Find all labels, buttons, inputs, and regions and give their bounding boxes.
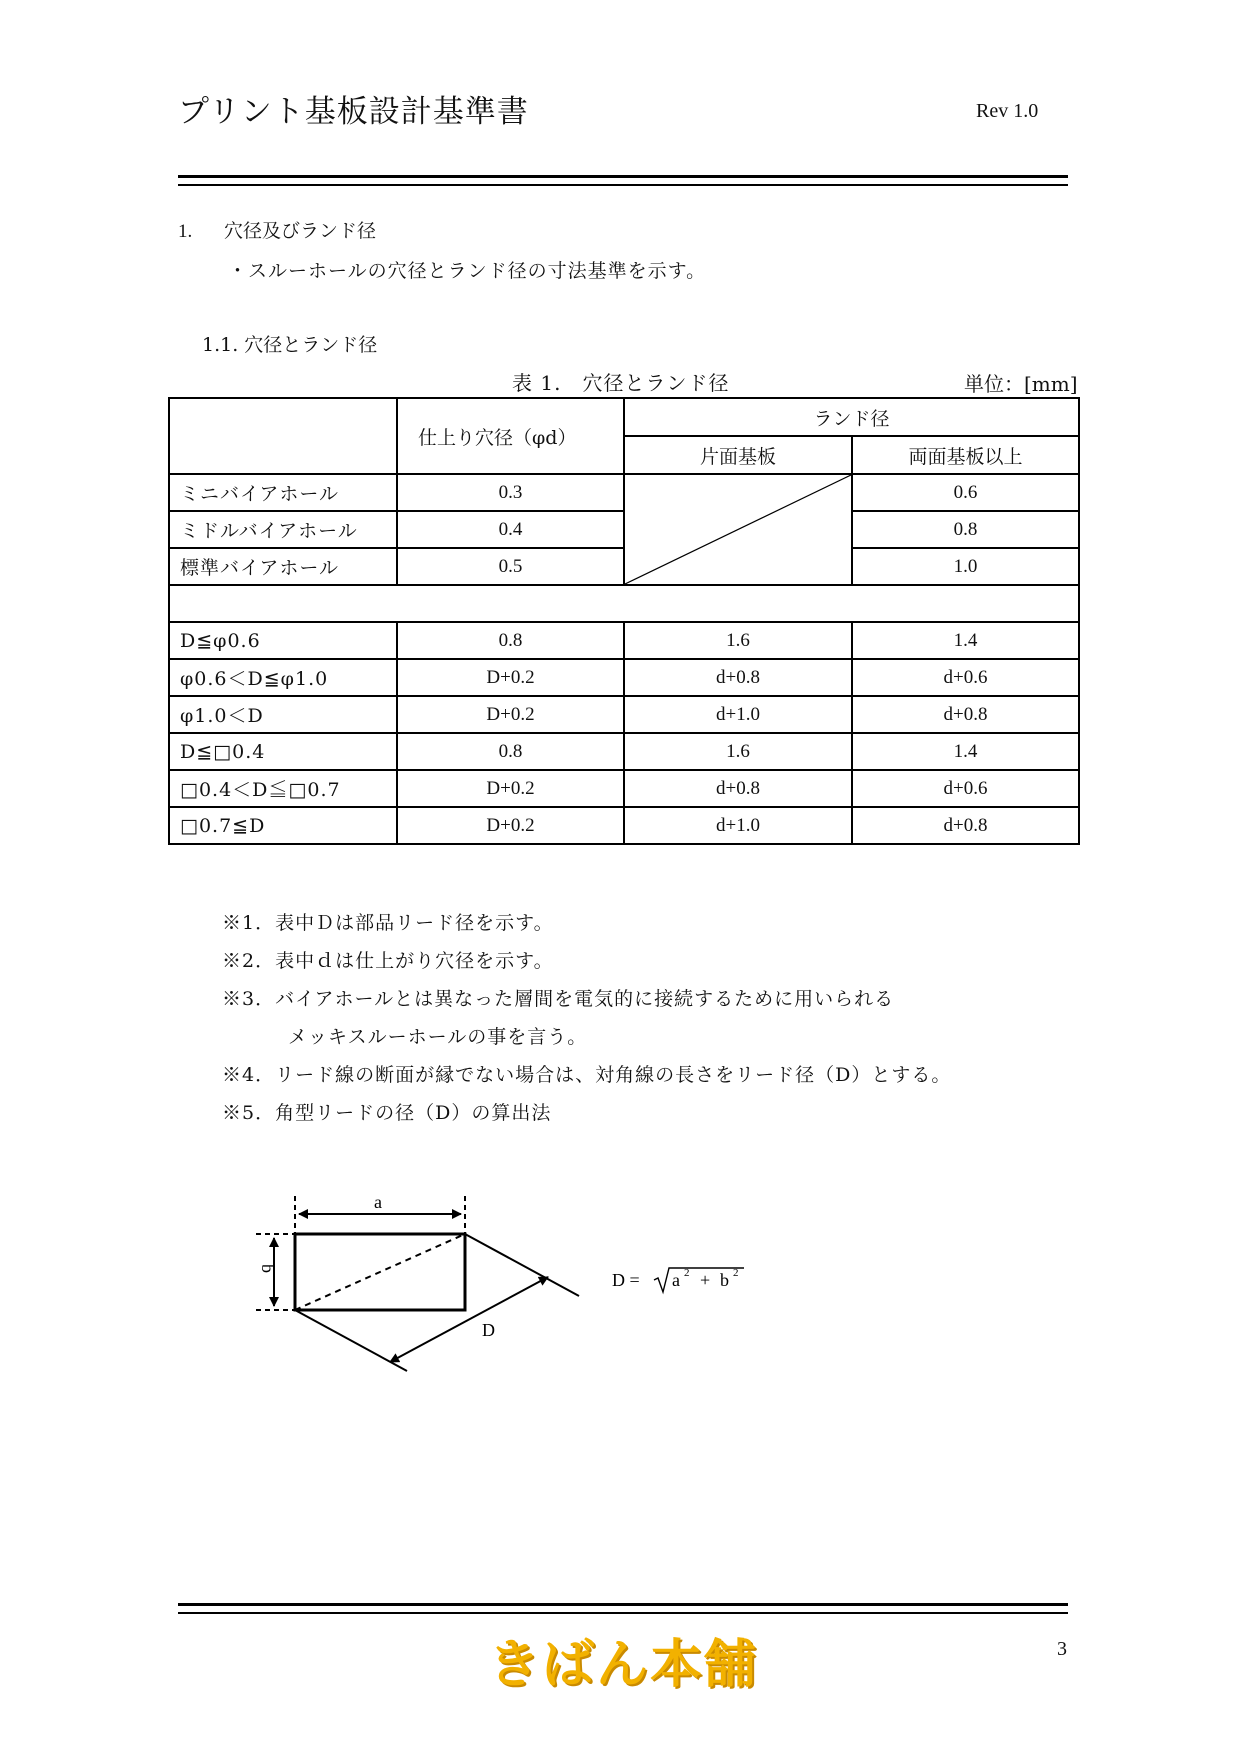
section1-heading (178, 216, 376, 243)
cell-hole: D+0.2 (397, 696, 624, 733)
row-label: ミドルバイアホール (169, 511, 397, 548)
formula-lhs: D = (612, 1270, 640, 1290)
header-single-sided: 片面基板 (624, 436, 852, 474)
cell-hole: 0.8 (397, 622, 624, 659)
note-3: ※3．バイアホールとは異なった層間を電気的に接続するために用いられる (222, 988, 895, 1010)
dimension-d-arrow (390, 1277, 548, 1362)
table-row (169, 770, 1079, 807)
footer-rule-top (178, 1603, 1068, 1606)
cell-double: 0.6 (852, 474, 1079, 511)
row-label: □0.4＜D≦□0.7 (169, 770, 397, 807)
table-spacer-row (169, 585, 1079, 622)
diagonal-slash (625, 475, 851, 584)
cell-single: 1.6 (624, 622, 852, 659)
header-double-sided: 両面基板以上 (852, 436, 1079, 474)
sqrt-sign (654, 1268, 744, 1292)
row-label: □0.7≦D (169, 807, 397, 844)
table-row (169, 733, 1079, 770)
header-rule-bottom (178, 184, 1068, 186)
diagonal-dashed-line (295, 1234, 465, 1310)
header-land: ランド径 (624, 398, 1079, 436)
formula-a-exponent: 2 (684, 1267, 690, 1279)
cell-single: d+1.0 (624, 696, 852, 733)
header-finished-hole: 仕上り穴径（φd） (397, 398, 624, 474)
formula-b-exponent: 2 (733, 1267, 739, 1279)
row-label: φ1.0＜D (169, 696, 397, 733)
cell-hole: 0.4 (397, 511, 624, 548)
table-row (169, 622, 1079, 659)
table-header-row (169, 398, 1079, 436)
cell-single: d+0.8 (624, 770, 852, 807)
table-row (169, 807, 1079, 844)
row-label: D≦□0.4 (169, 733, 397, 770)
note-4: ※4．リード線の断面が縁でない場合は、対角線の長さをリード径（D）とする。 (222, 1064, 952, 1086)
cell-single: d+0.8 (624, 659, 852, 696)
cell-hole: 0.8 (397, 733, 624, 770)
company-logo: きばん本舗 (488, 1635, 759, 1695)
section1-description: ・スルーホールの穴径とランド径の寸法基準を示す。 (228, 260, 707, 282)
revision-label: Rev 1.0 (976, 100, 1039, 122)
formula-a: a (672, 1270, 680, 1290)
not-applicable-cell (624, 474, 852, 585)
table-row (169, 474, 1079, 511)
note-5: ※5．角型リードの径（D）の算出法 (222, 1102, 552, 1124)
cell-hole: 0.5 (397, 548, 624, 585)
cell-double: d+0.8 (852, 696, 1079, 733)
formula-plus: + (700, 1270, 711, 1290)
label-d: D (482, 1320, 495, 1340)
note-3-continued: メッキスルーホールの事を言う。 (288, 1026, 588, 1048)
note-1: ※1．表中Ｄは部品リード径を示す。 (222, 912, 554, 934)
square-lead-diagram (250, 1186, 590, 1396)
cell-double: d+0.8 (852, 807, 1079, 844)
row-label: D≦φ0.6 (169, 622, 397, 659)
document-title: プリント基板設計基準書 (178, 94, 529, 130)
cell-double: d+0.6 (852, 659, 1079, 696)
cell-double: 1.4 (852, 733, 1079, 770)
section1-number: 1. (178, 221, 193, 242)
row-label: 標準バイアホール (169, 548, 397, 585)
cell-single: 1.6 (624, 733, 852, 770)
cell-double: 1.0 (852, 548, 1079, 585)
spacer-cell (169, 585, 1079, 622)
cell-hole: 0.3 (397, 474, 624, 511)
cell-hole: D+0.2 (397, 770, 624, 807)
label-a: a (374, 1192, 382, 1212)
cell-single: d+1.0 (624, 807, 852, 844)
footer-rule-bottom (178, 1612, 1068, 1614)
section1-title: 穴径及びランド径 (224, 220, 377, 242)
table-row (169, 659, 1079, 696)
row-label: φ0.6＜D≦φ1.0 (169, 659, 397, 696)
cell-hole: D+0.2 (397, 807, 624, 844)
table-caption: 表 1. 穴径とランド径 (512, 371, 730, 395)
cell-hole: D+0.2 (397, 659, 624, 696)
page-number: 3 (1057, 1638, 1067, 1660)
note-2: ※2．表中ｄは仕上がり穴径を示す。 (222, 950, 554, 972)
section11-heading: 1.1. 穴径とランド径 (202, 334, 378, 356)
hole-land-table (168, 397, 1080, 845)
diagonal-formula (612, 1262, 752, 1302)
extension-line (465, 1234, 579, 1296)
cell-double: 0.8 (852, 511, 1079, 548)
formula-b: b (720, 1270, 729, 1290)
cell-double: d+0.6 (852, 770, 1079, 807)
table-unit: 単位：[mm] (964, 372, 1078, 396)
header-rule-top (178, 175, 1068, 178)
label-b: b (258, 1264, 278, 1273)
notes-list (222, 904, 951, 1132)
header-empty-cell (169, 398, 397, 474)
cell-double: 1.4 (852, 622, 1079, 659)
row-label: ミニバイアホール (169, 474, 397, 511)
table-row (169, 696, 1079, 733)
